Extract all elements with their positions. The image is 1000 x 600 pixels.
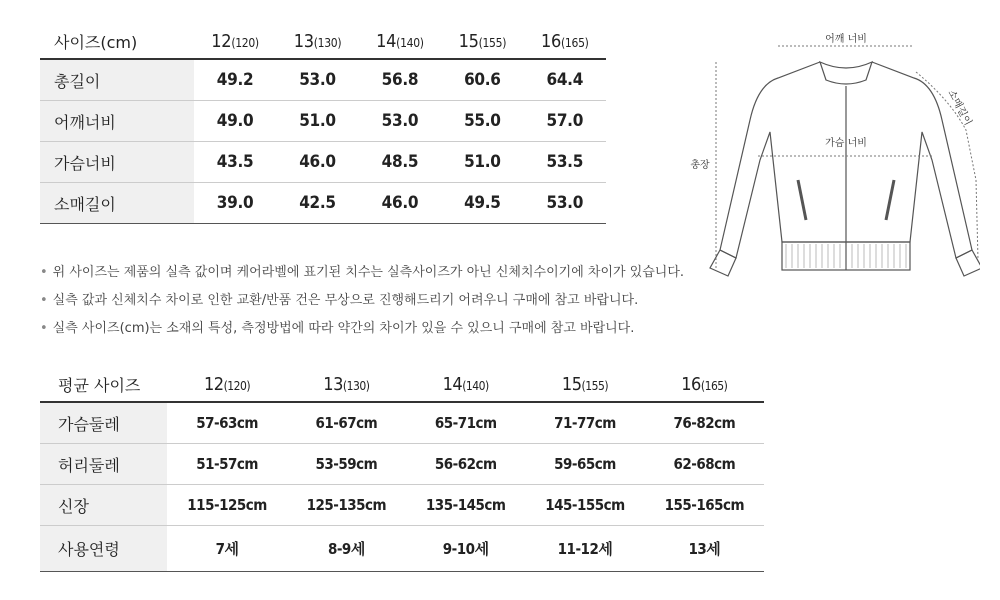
row-label: 가슴둘레 [40,402,167,444]
sleeve-label: 소매길이 [945,88,974,128]
table-cell: 49.5 [441,183,523,224]
length-label: 총장 [690,160,710,171]
table-cell: 51.0 [276,101,358,142]
table-row [40,526,764,572]
row-label: 어깨너비 [40,101,194,142]
table-cell: 53.0 [276,59,358,101]
avg-col-16: 16(165) [645,367,764,402]
size-col-13: 13(130) [276,24,358,59]
avg-col-15: 15(155) [525,367,644,402]
table-cell: 155-165cm [645,485,764,526]
size-col-14: 14(140) [359,24,441,59]
table-cell: 42.5 [276,183,358,224]
row-label: 신장 [40,485,167,526]
table-cell: 53.5 [524,142,606,183]
size-col-16: 16(165) [524,24,606,59]
table-cell: 76-82cm [645,402,764,444]
table-cell: 56.8 [359,59,441,101]
table-cell: 46.0 [276,142,358,183]
row-label: 사용연령 [40,526,167,572]
table-cell: 11-12세 [525,526,644,572]
table-cell: 62-68cm [645,444,764,485]
size-col-12: 12(120) [194,24,276,59]
table-cell: 71-77cm [525,402,644,444]
table-cell: 57-63cm [167,402,286,444]
table-cell: 48.5 [359,142,441,183]
table-row [40,485,764,526]
table-cell: 43.5 [194,142,276,183]
shoulder-label: 어깨 너비 [825,34,867,45]
table-cell: 65-71cm [406,402,525,444]
table-cell: 115-125cm [167,485,286,526]
table-cell: 60.6 [441,59,523,101]
table-cell: 51.0 [441,142,523,183]
table-row [40,101,606,142]
table-cell: 61-67cm [287,402,406,444]
note-item: • 위 사이즈는 제품의 실측 값이며 케어라벨에 표기된 치수는 실측사이즈가 아닌 신체치수이기에 차이가 있습니다. [40,265,685,280]
table-cell: 13세 [645,526,764,572]
note-item: • 실측 사이즈(cm)는 소재의 특성, 측정방법에 따라 약간의 차이가 있을 수 있으니 구매에 참고 바랍니다. [40,321,635,336]
sleeve-measure-line [916,72,978,260]
size-header-label: 사이즈(cm) [40,24,194,59]
jacket-diagram [680,20,980,282]
row-label: 소매길이 [40,183,194,224]
average-size-table [40,367,764,572]
avg-col-14: 14(140) [406,367,525,402]
table-cell: 57.0 [524,101,606,142]
right-pocket [886,180,894,220]
avg-header-label: 평균 사이즈 [40,367,167,402]
avg-col-12: 12(120) [167,367,286,402]
left-cuff [710,250,736,276]
row-label: 총길이 [40,59,194,101]
table-cell: 49.0 [194,101,276,142]
left-pocket [798,180,806,220]
table-cell: 125-135cm [287,485,406,526]
chest-label: 가슴 너비 [825,138,867,149]
table-cell: 56-62cm [406,444,525,485]
table-cell: 145-155cm [525,485,644,526]
size-col-15: 15(155) [441,24,523,59]
table-cell: 7세 [167,526,286,572]
table-row [40,444,764,485]
table-cell: 55.0 [441,101,523,142]
collar-outline [820,62,872,84]
table-cell: 49.2 [194,59,276,101]
note-item: • 실측 값과 신체치수 차이로 인한 교환/반품 건은 무상으로 진행해드리기 어려우니 구매에 참고 바랍니다. [40,293,639,308]
size-table-header [40,24,606,59]
row-label: 허리둘레 [40,444,167,485]
table-cell: 53.0 [359,101,441,142]
avg-col-13: 13(130) [287,367,406,402]
notes-list [40,262,684,346]
right-cuff [956,250,980,276]
table-cell: 53.0 [524,183,606,224]
table-cell: 53-59cm [287,444,406,485]
row-label: 가슴너비 [40,142,194,183]
table-cell: 39.0 [194,183,276,224]
table-cell: 64.4 [524,59,606,101]
table-cell: 51-57cm [167,444,286,485]
table-cell: 9-10세 [406,526,525,572]
table-cell: 135-145cm [406,485,525,526]
table-row [40,402,764,444]
table-row [40,59,606,101]
avg-table-header [40,367,764,402]
table-row [40,183,606,224]
table-cell: 8-9세 [287,526,406,572]
table-cell: 46.0 [359,183,441,224]
size-table [40,24,606,224]
table-cell: 59-65cm [525,444,644,485]
table-row [40,142,606,183]
